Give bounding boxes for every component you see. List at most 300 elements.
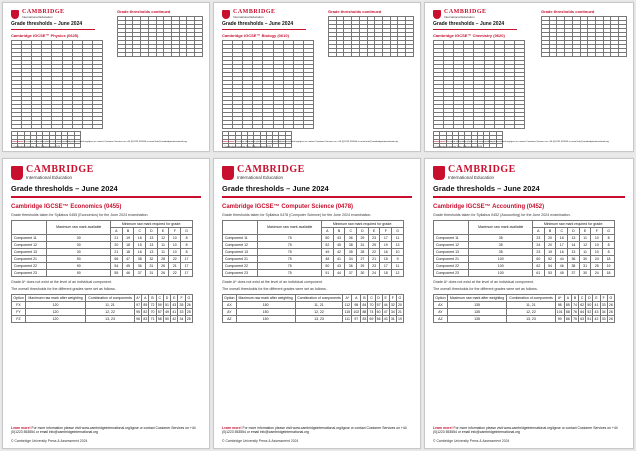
table-cell: 38 (345, 241, 357, 248)
table-cell: 36 (345, 234, 357, 241)
table-cell: 84 (362, 303, 367, 308)
learn-more-text: For more information please visit www.cambridgeinternational.org/igcse or contact Customer Services on +44 (0)1223 553554 or email info@cambridgeinternational.org (23, 141, 187, 143)
table-cell: 30 (357, 269, 369, 276)
crest-icon (433, 166, 445, 180)
page-accounting[interactable] (424, 158, 634, 449)
table-cell: 23 (368, 262, 380, 269)
table-cell: 13, 23 (507, 316, 555, 323)
table-cell: FY (12, 309, 26, 316)
table-cell: 88 (565, 310, 570, 315)
grade-head: A (533, 227, 545, 234)
table-cell: 21 (368, 255, 380, 262)
option-head: Option (224, 296, 235, 301)
table-cell: 150 (236, 316, 295, 323)
table-cell: 35 (179, 303, 184, 308)
table-cell: 30 (579, 269, 591, 276)
learn-more-text: For more information please visit www.cambridgeinternational.org/igcse or contact Customer Services on +44 (0)1223 553554 or email info@cambridgeinternational.org (234, 141, 398, 143)
table-cell: 43 (172, 303, 177, 308)
option-head: B (149, 295, 156, 302)
table-cell: Component 21 (223, 255, 258, 262)
learn-more-label: Learn more! (433, 426, 453, 430)
option-threshold-table (222, 294, 404, 323)
table-cell: Component 23 (223, 269, 258, 276)
table-row (223, 309, 404, 316)
grade-head: D (146, 227, 158, 234)
table-cell: 32 (390, 303, 395, 308)
table-cell: 36 (134, 262, 146, 269)
table-cell: 36 (568, 255, 580, 262)
table-cell: Component 13 (434, 248, 469, 255)
table-row (12, 262, 193, 269)
table-cell: 8 (603, 241, 615, 248)
brand-sub: International Education (26, 175, 73, 180)
table-cell: 45 (556, 269, 568, 276)
table-cell: 38 (134, 255, 146, 262)
table-cell: 33 (601, 303, 606, 308)
learn-more-footer (433, 141, 625, 143)
table-row (223, 302, 404, 309)
table-cell: 22 (368, 248, 380, 255)
table-cell: 72 (150, 303, 155, 308)
page-thumbnail-1[interactable] (2, 2, 210, 152)
cambridge-logo (433, 165, 627, 180)
table-cell: Component 11 (434, 234, 469, 241)
table-cell: 31 (390, 317, 395, 322)
table-cell: 82 (143, 310, 148, 315)
learn-more-label: Learn more! (433, 141, 446, 143)
table-cell: 24 (368, 269, 380, 276)
table-cell: Component 21 (434, 255, 469, 262)
table-cell: 120 (25, 309, 85, 316)
table-cell: 11 (392, 262, 404, 269)
continued-block (328, 9, 414, 57)
table-cell: AY (223, 309, 237, 316)
doc-title: Grade thresholds – June 2024 (222, 184, 329, 193)
option-head: F (389, 295, 396, 302)
table-cell: 61 (533, 269, 545, 276)
table-cell: Component 23 (12, 269, 47, 276)
table-cell: 101 (556, 310, 563, 315)
table-cell: 34 (601, 310, 606, 315)
table-row (434, 302, 615, 309)
table-row (118, 53, 203, 57)
table-cell: 60 (533, 255, 545, 262)
grade-head: C (134, 227, 146, 234)
table-cell: 26 (157, 269, 169, 276)
table-cell: 44 (383, 303, 388, 308)
table-cell: Component 13 (223, 248, 258, 255)
crest-icon (11, 10, 19, 19)
table-cell: 23 (533, 234, 545, 241)
table-cell: 21 (169, 262, 181, 269)
table-cell: 45 (333, 241, 345, 248)
table-cell: 52 (544, 255, 556, 262)
table-cell: 12, 22 (507, 309, 555, 316)
table-cell: 58 (157, 317, 162, 322)
table-cell: 60 (376, 310, 381, 315)
crest-icon (433, 10, 441, 19)
option-head: A (564, 295, 571, 302)
table-cell: 75 (258, 234, 322, 241)
table-row (434, 255, 615, 262)
table-cell: 15 (134, 241, 146, 248)
brand-name: CAMBRIDGE (22, 9, 65, 15)
subject-title: Cambridge IGCSE™ Economics (0455) (11, 203, 122, 210)
table-cell: 50 (322, 234, 334, 241)
table-cell: 31 (579, 262, 591, 269)
table-cell: 10 (392, 248, 404, 255)
table-cell: 69 (369, 317, 374, 322)
continued-block (541, 9, 627, 57)
table-cell: 102 (353, 310, 360, 315)
cambridge-logo (222, 165, 414, 180)
table-row (223, 255, 404, 262)
continued-table (328, 16, 414, 57)
table-cell: 13 (146, 234, 158, 241)
table-cell: 63 (580, 317, 585, 322)
table-cell: 23 (533, 248, 545, 255)
table-cell: 100 (469, 262, 533, 269)
option-head: A (142, 295, 149, 302)
grade-head: G (392, 227, 404, 234)
table-cell: 19 (122, 234, 134, 241)
table-cell: 10 (591, 248, 603, 255)
table-row (12, 302, 193, 309)
table-row (12, 234, 193, 241)
table-row (434, 316, 615, 323)
component-threshold-table (222, 220, 404, 277)
table-cell: 20 (397, 303, 402, 308)
intro-text: Grade thresholds taken for Syllabus 0455 (Economics) for the June 2024 examination. (11, 212, 149, 217)
table-cell: 23 (368, 234, 380, 241)
table-row (434, 125, 525, 129)
table-cell: 12, 22 (295, 309, 343, 316)
page-thumbnail-2[interactable] (213, 2, 421, 152)
grade-head: B (333, 227, 345, 234)
subject-title: Cambridge IGCSE™ Biology (0610) (222, 33, 289, 38)
continued-table (117, 16, 203, 57)
option-head: C (579, 295, 586, 302)
title-rule (11, 29, 95, 30)
table-cell: 30 (47, 248, 111, 255)
table-cell: 22 (169, 255, 181, 262)
component-threshold-table (222, 40, 314, 129)
table-cell: 47 (122, 255, 134, 262)
table-cell: 18 (603, 269, 615, 276)
table-cell: 71 (150, 317, 155, 322)
learn-more-footer (11, 141, 201, 143)
grade-head: A (322, 227, 334, 234)
table-cell: 70 (369, 303, 374, 308)
table-cell: 38 (568, 262, 580, 269)
table-row (12, 125, 103, 129)
table-cell: 150 (236, 309, 295, 316)
option-head: F (600, 295, 607, 302)
table-cell: 90 (47, 255, 111, 262)
table-cell: 43 (333, 262, 345, 269)
table-cell: 36 (345, 262, 357, 269)
option-threshold-table (11, 294, 193, 323)
copyright: © Cambridge University Press & Assessment 2024 (433, 439, 510, 443)
table-cell: 86 (565, 317, 570, 322)
table-cell: 55 (111, 269, 123, 276)
table-cell: 41 (594, 303, 599, 308)
table-cell: 25 (186, 317, 191, 322)
option-head: E (593, 295, 600, 302)
copyright: © Cambridge University Press & Assessment 2024 (222, 146, 272, 148)
continued-title: Grade thresholds continued (541, 9, 595, 14)
table-cell: 62 (580, 303, 585, 308)
table-cell: 29 (357, 262, 369, 269)
table-cell: 75 (573, 317, 577, 322)
option-head: D (163, 295, 170, 302)
table-cell: 20 (544, 241, 556, 248)
table-cell: 74 (369, 310, 374, 315)
table-cell: 21 (111, 234, 123, 241)
grade-head: G (181, 227, 193, 234)
table-cell: 135 (447, 316, 506, 323)
brand-name: CAMBRIDGE (233, 9, 276, 15)
table-cell: 11 (157, 241, 169, 248)
table-cell: 44 (556, 255, 568, 262)
table-cell: 97 (136, 303, 141, 308)
table-cell: 75 (258, 255, 322, 262)
table-cell: 18 (603, 255, 615, 262)
option-head: G (396, 295, 403, 302)
table-cell: 83 (143, 317, 148, 322)
grade-head: C (556, 227, 568, 234)
continued-table (541, 16, 627, 57)
table-cell: 112 (344, 303, 351, 308)
table-row (12, 248, 193, 255)
table-cell: 50 (165, 317, 169, 322)
learn-more-label: Learn more! (11, 426, 31, 430)
table-cell: Component 22 (434, 262, 469, 269)
option-head: B (361, 295, 368, 302)
table-cell: 13 (392, 241, 404, 248)
table-cell: 9 (392, 255, 404, 262)
cambridge-logo (11, 9, 97, 19)
table-cell: Component 23 (434, 269, 469, 276)
table-row (12, 241, 193, 248)
option-head: E (171, 295, 178, 302)
table-cell: Component 21 (12, 255, 47, 262)
grade-head: C (345, 227, 357, 234)
brand-name: CAMBRIDGE (448, 164, 516, 175)
table-cell: 111 (344, 317, 351, 322)
table-cell: 43 (594, 310, 599, 315)
table-cell: 10 (591, 234, 603, 241)
table-cell: Component 12 (434, 241, 469, 248)
option-head: D (586, 295, 593, 302)
table-cell: 31 (357, 241, 369, 248)
title-rule (433, 196, 625, 198)
table-cell: 18 (380, 269, 392, 276)
table-cell: 100 (469, 269, 533, 276)
table-cell: 49 (165, 310, 169, 315)
table-cell: FX (12, 302, 26, 309)
table-cell: 35 (469, 241, 533, 248)
table-row (434, 248, 615, 255)
crest-icon (11, 166, 23, 180)
table-cell: 26 (608, 317, 613, 322)
table-row (223, 262, 404, 269)
grade-head: F (591, 227, 603, 234)
table-cell: 10 (169, 248, 181, 255)
table-cell: 54 (544, 262, 556, 269)
option-head: A* (136, 296, 140, 301)
cambridge-logo (222, 9, 308, 19)
table-cell: 42 (594, 317, 599, 322)
table-cell: Component 12 (12, 241, 47, 248)
table-cell: 12, 22 (86, 309, 135, 316)
table-cell: 42 (172, 317, 177, 322)
table-cell: 15 (380, 255, 392, 262)
table-row (223, 234, 404, 241)
table-cell: 120 (25, 316, 85, 323)
table-cell: AX (223, 302, 237, 309)
doc-title: Grade thresholds – June 2024 (433, 184, 540, 193)
table-cell: 8 (181, 248, 193, 255)
table-cell: FZ (12, 316, 26, 323)
table-cell: 12 (157, 234, 169, 241)
table-row (434, 309, 615, 316)
cambridge-logo (11, 165, 203, 180)
table-cell: 8 (603, 234, 615, 241)
table-cell: 88 (362, 310, 367, 315)
table-cell: 37 (568, 269, 580, 276)
table-cell: Component 11 (223, 234, 258, 241)
table-cell: 27 (357, 255, 369, 262)
table-cell: 19 (380, 241, 392, 248)
table-cell: 48 (322, 255, 334, 262)
table-cell: 49 (322, 248, 334, 255)
table-cell: 24 (533, 241, 545, 248)
grade-head: E (368, 227, 380, 234)
table-cell: 150 (236, 302, 295, 309)
option-head: C (156, 295, 163, 302)
table-cell: 8 (181, 241, 193, 248)
brand-name: CAMBRIDGE (444, 9, 487, 15)
learn-more-text: For more information please visit www.cambridgeinternational.org/igcse or contact Customer Services on +44 (0)1223 553554 or email info@cambridgeinternational.org (222, 426, 407, 434)
table-cell: 11, 21 (86, 302, 135, 309)
table-cell: 44 (333, 269, 345, 276)
table-cell: 17 (181, 255, 193, 262)
table-cell: 17 (380, 234, 392, 241)
option-head: A* (343, 295, 352, 302)
note-text: Grade A* does not exist at the level of an individual component. (11, 279, 112, 284)
table-cell: 10 (169, 234, 181, 241)
learn-more-label: Learn more! (222, 141, 235, 143)
learn-more-label: Learn more! (11, 141, 24, 143)
table-row (223, 269, 404, 276)
table-cell: 10 (169, 241, 181, 248)
brand-sub: International Education (448, 175, 495, 180)
table-cell: 11 (157, 248, 169, 255)
table-cell: 17 (181, 269, 193, 276)
learn-more-text: For more information please visit www.cambridgeinternational.org/igcse or contact Customer Services on +44 (0)1223 553554 or email info@cambridgeinternational.org (11, 426, 196, 434)
intro-text: Grade thresholds taken for Syllabus 0452 (Accounting) for the June 2024 examination. (433, 212, 571, 217)
grade-head: A (111, 227, 123, 234)
doc-title: Grade thresholds – June 2024 (11, 21, 83, 27)
table-cell: 20 (111, 241, 123, 248)
table-cell: 85 (143, 303, 148, 308)
copyright: © Cambridge University Press & Assessment 2024 (222, 439, 299, 443)
table-cell: 51 (322, 269, 334, 276)
table-cell: 16 (556, 248, 568, 255)
component-threshold-table (11, 220, 193, 277)
learn-more-footer (433, 426, 625, 434)
page-thumbnail-3[interactable] (424, 2, 634, 152)
grade-head: D (357, 227, 369, 234)
table-row (12, 309, 193, 316)
table-row (12, 269, 193, 276)
table-cell: AX (434, 302, 448, 309)
table-cell: 43 (333, 234, 345, 241)
title-rule (11, 196, 201, 198)
table-cell: 42 (333, 248, 345, 255)
option-head: Combination of components (295, 295, 343, 302)
table-row (434, 241, 615, 248)
table-cell: 37 (345, 269, 357, 276)
learn-more-footer (222, 426, 412, 434)
subject-title: Cambridge IGCSE™ Chemistry (0620) (433, 33, 505, 38)
page-computer-science[interactable] (213, 158, 421, 449)
table-cell: 98 (555, 302, 564, 309)
learn-more-text: For more information please visit www.cambridgeinternational.org/igcse or contact Customer Services on +44 (0)1223 553554 or email info@cambridgeinternational.org (433, 426, 618, 434)
table-cell: 75 (258, 262, 322, 269)
table-cell: 30 (47, 241, 111, 248)
table-cell: 52 (322, 241, 334, 248)
option-head: E (382, 295, 389, 302)
brand-name: CAMBRIDGE (237, 164, 305, 175)
table-cell: 34 (390, 310, 395, 315)
table-cell: 95 (136, 310, 141, 315)
table-cell: 26 (608, 310, 613, 315)
table-cell: 56 (376, 317, 381, 322)
continued-title: Grade thresholds continued (117, 9, 171, 14)
table-cell: 17 (556, 241, 568, 248)
brand-sub: International Education (237, 175, 284, 180)
component-threshold-table (433, 220, 615, 277)
title-rule (222, 196, 412, 198)
option-head: F (178, 295, 185, 302)
table-cell: 25 (591, 262, 603, 269)
table-cell: 11 (579, 234, 591, 241)
table-cell: 99 (555, 316, 564, 323)
table-cell: 90 (47, 262, 111, 269)
table-cell: Component 13 (12, 248, 47, 255)
table-cell: 52 (587, 310, 592, 315)
page-economics[interactable] (2, 158, 210, 449)
head-min: Minimum raw mark required for grade: (111, 220, 193, 227)
table-cell: 75 (258, 248, 322, 255)
table-cell: 37 (134, 269, 146, 276)
table-cell: 51 (165, 303, 169, 308)
table-cell: 115 (344, 310, 351, 315)
table-cell: Component 22 (12, 262, 47, 269)
table-cell: 11, 21 (507, 302, 555, 309)
table-cell: 16 (556, 234, 568, 241)
table-cell: 31 (146, 262, 158, 269)
option-head: D (375, 295, 382, 302)
grade-head: D (568, 227, 580, 234)
table-cell: 33 (601, 317, 606, 322)
title-rule (433, 29, 517, 30)
table-cell: 135 (447, 302, 506, 309)
table-cell: 97 (352, 316, 361, 323)
table-cell: 31 (146, 269, 158, 276)
